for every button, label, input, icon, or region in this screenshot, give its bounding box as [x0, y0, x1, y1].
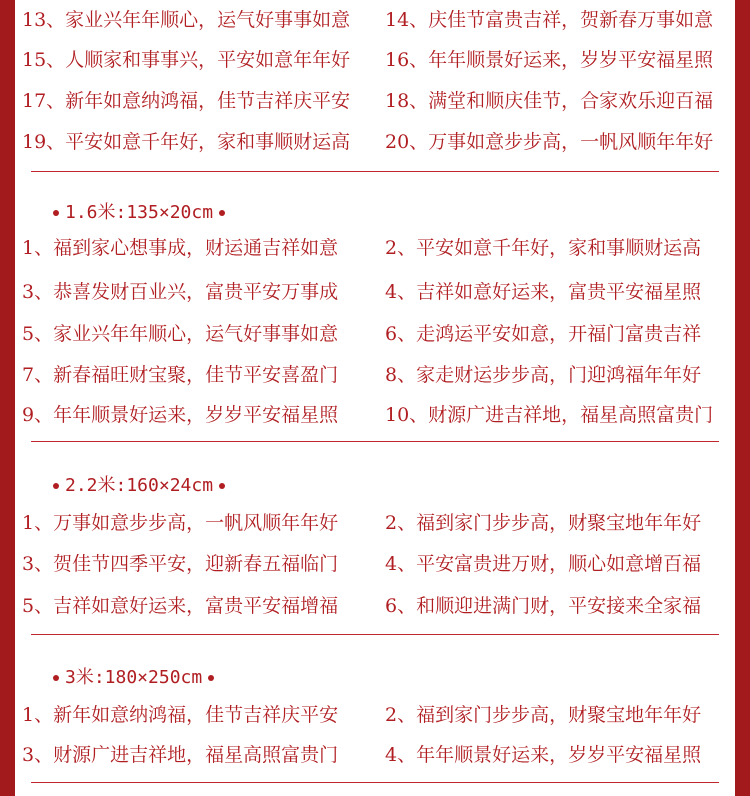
couplet-item: 19、平安如意千年好，家和事顺财运高: [22, 131, 351, 153]
list-row: [15, 40, 735, 80]
couplet-item: 3、财源广进吉祥地，福星高照富贵门: [22, 744, 339, 766]
couplet-item: 10、财源广进吉祥地，福星高照富贵门: [385, 404, 714, 426]
couplet-item: 5、吉祥如意好运来，富贵平安福增福: [22, 595, 339, 617]
couplet-item: 2、平安如意千年好，家和事顺财运高: [385, 237, 702, 259]
list-row: [15, 586, 735, 626]
content-panel: [15, 0, 735, 796]
section-heading: 1.6米:135×20cm: [47, 197, 231, 229]
couplet-item: 15、人顺家和事事兴，平安如意年年好: [22, 49, 351, 71]
couplet-item: 6、走鸿运平安如意，开福门富贵吉祥: [385, 323, 702, 345]
couplet-item: 1、福到家心想事成，财运通吉祥如意: [22, 237, 339, 259]
couplet-item: 18、满堂和顺庆佳节，合家欢乐迎百福: [385, 90, 714, 112]
couplet-item: 4、年年顺景好运来，岁岁平安福星照: [385, 744, 702, 766]
list-row: [15, 695, 735, 735]
bullet-dot: [53, 675, 59, 681]
couplet-item: 2、福到家门步步高，财聚宝地年年好: [385, 512, 702, 534]
couplet-item: 6、和顺迎进满门财，平安接来全家福: [385, 595, 702, 617]
bullet-dot: [219, 210, 225, 216]
couplet-item: 13、家业兴年年顺心，运气好事事如意: [22, 9, 351, 31]
couplet-item: 3、恭喜发财百业兴，富贵平安万事成: [22, 281, 339, 303]
couplet-item: 4、吉祥如意好运来，富贵平安福星照: [385, 281, 702, 303]
couplet-item: 17、新年如意纳鸿福，佳节吉祥庆平安: [22, 90, 351, 112]
bullet-dot: [219, 483, 225, 489]
bullet-dot: [53, 210, 59, 216]
list-row: [15, 272, 735, 312]
couplet-item: 1、万事如意步步高，一帆风顺年年好: [22, 512, 339, 534]
couplet-item: 9、年年顺景好运来，岁岁平安福星照: [22, 404, 339, 426]
list-row: [15, 122, 735, 162]
section-divider: [31, 171, 719, 172]
couplet-item: 8、家走财运步步高，门迎鸿福年年好: [385, 364, 702, 386]
couplet-item: 20、万事如意步步高，一帆风顺年年好: [385, 131, 714, 153]
couplet-item: 16、年年顺景好运来，岁岁平安福星照: [385, 49, 714, 71]
couplet-item: 7、新春福旺财宝聚，佳节平安喜盈门: [22, 364, 339, 386]
list-row: [15, 355, 735, 395]
bullet-dot: [208, 675, 214, 681]
couplet-item: 3、贺佳节四季平安，迎新春五福临门: [22, 553, 339, 575]
list-row: [15, 81, 735, 121]
section-divider: [31, 782, 719, 783]
list-row: [15, 395, 735, 435]
bullet-dot: [53, 483, 59, 489]
couplet-item: 14、庆佳节富贵吉祥，贺新春万事如意: [385, 9, 714, 31]
list-row: [15, 314, 735, 354]
couplet-item: 1、新年如意纳鸿福，佳节吉祥庆平安: [22, 704, 339, 726]
couplet-item: 5、家业兴年年顺心，运气好事事如意: [22, 323, 339, 345]
list-row: [15, 544, 735, 584]
section-heading: 2.2米:160×24cm: [47, 470, 231, 502]
section-divider: [31, 441, 719, 442]
list-row: [15, 0, 735, 40]
couplet-item: 4、平安富贵进万财，顺心如意增百福: [385, 553, 702, 575]
list-row: [15, 503, 735, 543]
section-divider: [31, 634, 719, 635]
couplet-item: 2、福到家门步步高，财聚宝地年年好: [385, 704, 702, 726]
list-row: [15, 228, 735, 268]
section-heading: 3米:180×250cm: [47, 662, 220, 694]
list-row: [15, 735, 735, 775]
